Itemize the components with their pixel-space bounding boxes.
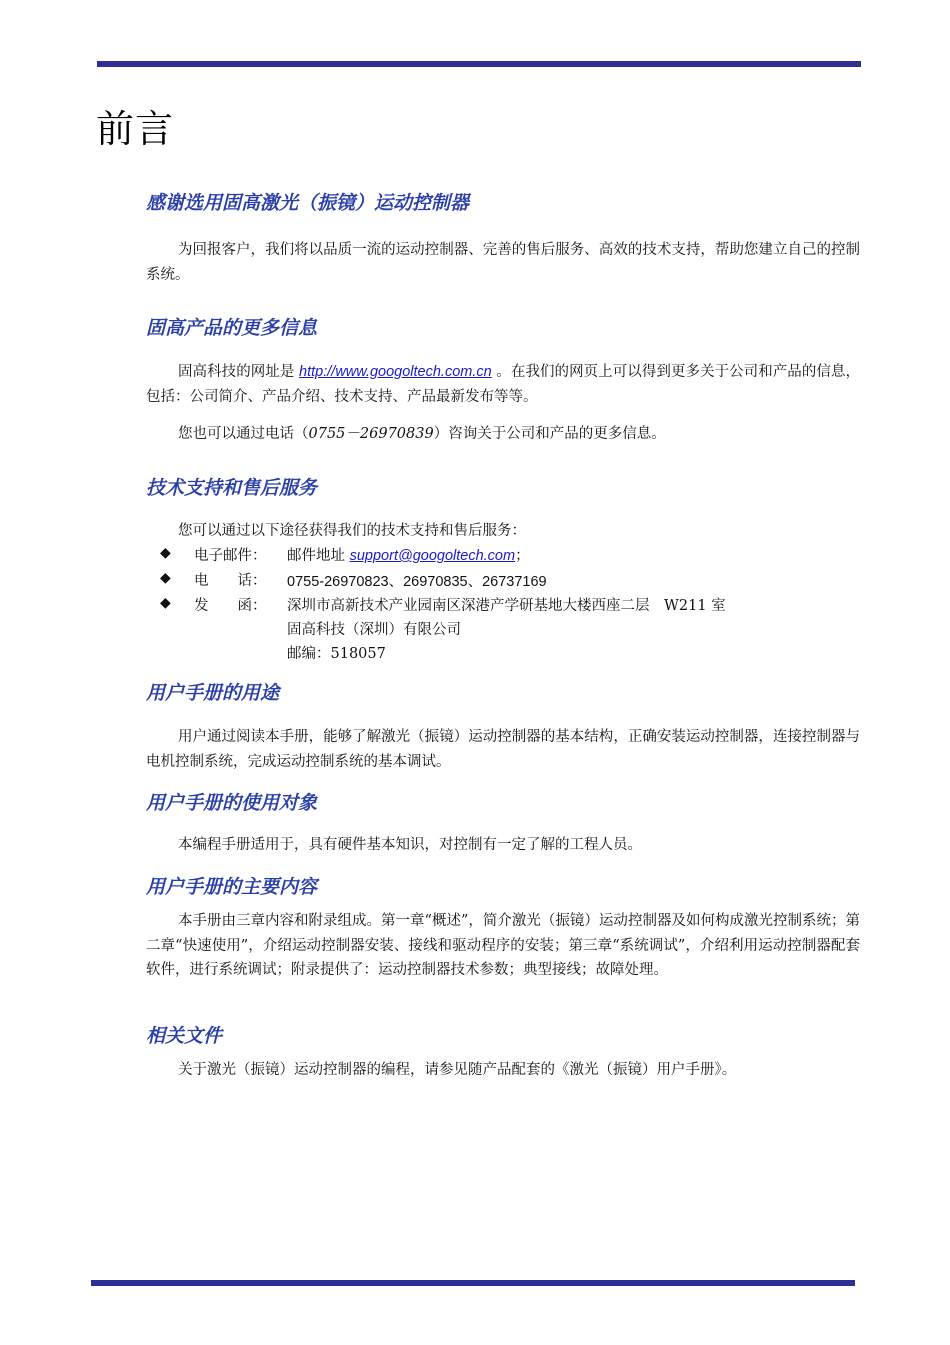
paragraph-thanks: 为回报客户，我们将以品质一流的运动控制器、完善的售后服务、高效的技术支持，帮助您建立自己的控制系统。: [146, 242, 860, 283]
mail-postcode: 邮编：518057: [287, 646, 386, 662]
email-label: 电子邮件：: [194, 548, 267, 564]
top-rule: [97, 61, 861, 67]
email-suffix: ；: [515, 548, 530, 564]
page-title: 前言: [96, 107, 175, 151]
heading-contents: 用户手册的主要内容: [146, 876, 318, 898]
paragraph-phone: [146, 422, 860, 447]
heading-more-info: 固高产品的更多信息: [146, 317, 318, 339]
paragraph-related-docs: 关于激光（振镜）运动控制器的编程，请参见随产品配套的《激光（振镜）用户手册》。: [178, 1062, 737, 1078]
support-intro: 您可以通过以下途径获得我们的技术支持和售后服务：: [178, 523, 526, 539]
phone-number: 0755－26970839: [308, 426, 434, 442]
website-text-before: 固高科技的网址是: [178, 364, 300, 380]
paragraph-audience: 本编程手册适用于，具有硬件基本知识，对控制有一定了解的工程人员。: [178, 837, 642, 853]
website-link[interactable]: http://www.googoltech.com.cn: [299, 364, 492, 380]
bullet-icon: ◆: [160, 545, 171, 561]
phone-numbers: 0755-26970823、26970835、26737169: [287, 574, 547, 590]
paragraph-purpose: 用户通过阅读本手册，能够了解激光（振镜）运动控制器的基本结构，正确安装运动控制器，连接控制器与电机控制系统，完成运动控制系统的基本调试。: [146, 729, 860, 770]
heading-audience: 用户手册的使用对象: [146, 792, 318, 814]
bottom-rule: [91, 1280, 855, 1286]
email-prefix: 邮件地址: [287, 548, 350, 564]
heading-thanks: 感谢选用固高激光（振镜）运动控制器: [146, 192, 470, 214]
mail-company: 固高科技（深圳）有限公司: [287, 622, 461, 638]
phone-text-after: ）咨询关于公司和产品的更多信息。: [433, 426, 666, 442]
heading-related-docs: 相关文件: [146, 1025, 223, 1047]
paragraph-website: [146, 360, 860, 409]
support-email-link[interactable]: support@googoltech.com: [349, 548, 516, 564]
website-text-after: 。在我们的网页上可以得到更多关于公司和产品的信息，包括：公司简介、产品介绍、技术支持、产品最新发布等等。: [146, 364, 861, 405]
bullet-icon: ◆: [160, 570, 171, 586]
mail-address: 深圳市高新技术产业园南区深港产学研基地大楼西座二层 W211 室: [287, 598, 726, 614]
phone-text-before: 您也可以通过电话（: [178, 426, 309, 442]
mail-label: 发 函：: [194, 598, 267, 614]
heading-support: 技术支持和售后服务: [146, 477, 318, 499]
phone-label: 电 话：: [194, 573, 267, 589]
bullet-icon: ◆: [160, 595, 171, 611]
paragraph-contents: 本手册由三章内容和附录组成。第一章“概述”，简介激光（振镜）运动控制器及如何构成激光控制系统；第二章“快速使用”，介绍运动控制器安装、接线和驱动程序的安装；第三章“系统调试”，介绍利用运动控制器配套软件，进行系统调试；附录提供了：运动控制器技术参数；典型接线；故障处理。: [146, 913, 860, 978]
email-value: [287, 544, 530, 565]
heading-purpose: 用户手册的用途: [146, 682, 280, 704]
